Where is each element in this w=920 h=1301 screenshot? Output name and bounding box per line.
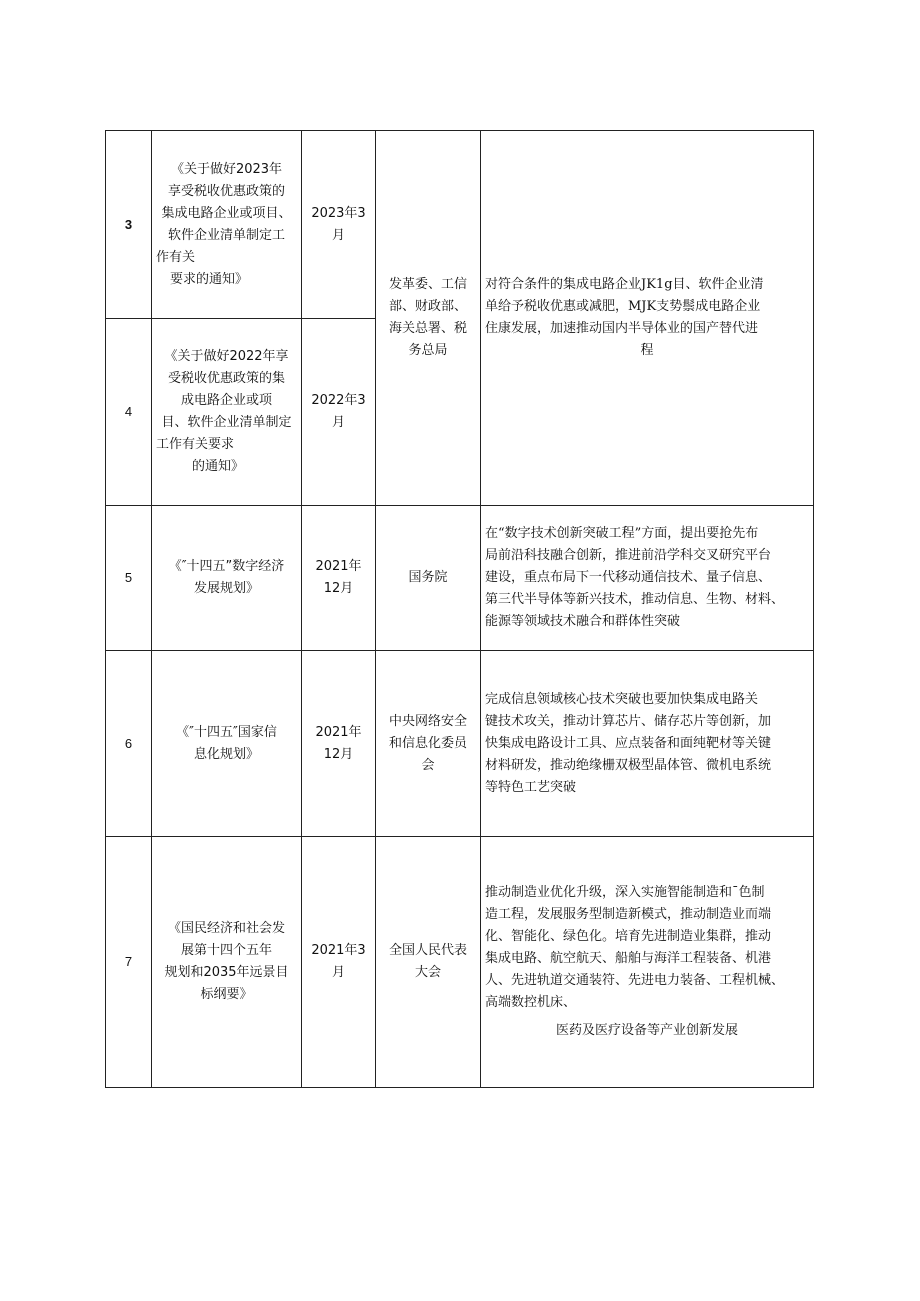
department-line: 海关总署、税 [388,321,467,336]
issue-date [302,319,376,506]
issue-date [302,506,376,651]
issue-date [302,837,376,1088]
row-number: 4 [106,319,152,506]
policy-content [481,651,814,837]
department-line: 国务院 [408,570,448,585]
policy-name-line: 要求的通知》 [170,271,249,287]
policy-name [152,131,302,319]
policy-name-line: 的通知》 [192,459,245,474]
issue-date-line: 2023年3 [311,205,366,221]
issue-date [302,131,376,319]
department-line: 大会 [414,965,441,980]
content-line: 材料研发，推动绝缘栅双极型晶体管、微机电系统 [485,757,772,773]
content-line: 在“数字技术创新突破工程”方面，提出要抢先布 [485,526,759,541]
policy-name-line: 发展规划》 [193,581,259,596]
policy-name-line: 《″十四五”数字经济 [168,559,285,574]
policy-name-line: 展第十四个五年 [180,943,272,958]
policy-name [152,506,302,651]
issue-date-line: 2021年 [315,559,362,574]
department-line: 全国人民代表 [388,943,467,958]
policy-name-line: 《国民经济和社会发 [167,921,285,936]
content-line: 化、智能化、绿色化。培育先进制造业集群，推动 [485,929,772,944]
content-line: 建设，重点布局下一代移动通信技术、量子信息、 [485,570,772,585]
department-line: 发革委、工信 [388,277,467,292]
content-line: 等特色工艺突破 [485,779,577,795]
policy-name-line: 工作有关要求 [156,437,235,452]
policy-content [481,837,814,1088]
issue-date-line: 月 [331,415,345,430]
table-row [106,506,814,651]
policy-name-line: 《关于做好2023年 [170,161,283,177]
content-line: 键技术攻关，推动计算芯片、储存芯片等创新，加 [485,713,772,729]
policy-name-line: 息化规划》 [193,746,259,762]
department-line: 中央网络安全 [388,713,467,729]
content-line: 能源等领域技术融合和群体性突破 [485,614,681,629]
content-line: 对符合条件的集成电路企业JK1g目、软件企业清 [485,277,764,292]
content-line: 快集成电路设计工具、应点装备和面纯靶材等关键 [485,735,772,751]
policy-name-line: 享受税收优惠政策的 [167,183,285,199]
issue-date-line: 2021年 [315,724,362,740]
content-line: 推动制造业优化升级，深入实施智能制造和ˉ色制 [485,885,765,900]
content-line: 住康发展，加速推动国内半导体业的国产替代进 [485,321,759,336]
policy-name [152,651,302,837]
content-line: 局前沿科技融合创新，推进前沿学科交叉研究平台 [485,548,772,563]
row-number: 6 [106,651,152,837]
content-line: 程 [640,343,654,358]
policy-name-line: 《关于做好2022年享 [164,349,289,364]
policy-name-line: 《″十四五″国家信 [176,724,277,740]
content-line: 医药及医疗设备等产业创新发展 [555,1023,738,1038]
row-number: 5 [106,506,152,651]
content-line: 单给予税收优惠或减肥，MJK支势鬃成电路企业 [485,299,761,314]
policy-content [481,131,814,506]
policy-name [152,837,302,1088]
row-number: 3 [106,131,152,319]
policy-name-line: 目、软件企业清单制定 [161,415,292,430]
issue-date [302,651,376,837]
issue-date-line: 月 [331,227,345,243]
policy-name-line: 规划和2035年远景目 [164,965,289,980]
policy-name [152,319,302,506]
issue-date-line: 2022年3 [311,393,366,408]
issue-date-line: 月 [331,965,345,980]
content-line: 完成信息领域核心技术突破也要加快集成电路关 [485,691,759,707]
issuing-department [376,131,481,506]
table-row [106,131,814,319]
policy-name-line: 作有关 [156,249,196,265]
department-line: 会 [421,757,435,773]
content-line: 人、先进轨道交通装符、先进电力装备、工程机械、 [485,973,785,988]
content-line: 高端数控机床、 [485,995,577,1010]
issuing-department [376,837,481,1088]
row-number: 7 [106,837,152,1088]
issue-date-line: 2021年3 [311,943,366,958]
content-line: 集成电路、航空航天、船舶与海洋工程装备、机港 [485,951,772,966]
issuing-department [376,651,481,837]
policy-name-line: 受税收优惠政策的集 [167,371,285,386]
department-line: 和信息化委员 [388,735,467,751]
policy-name-line: 标纲要》 [200,987,253,1002]
policy-table [105,130,814,1088]
table-row [106,837,814,1088]
policy-name-line: 软件企业清单制定工 [167,227,285,243]
policy-name-line: 集成电路企业或项目、 [161,205,292,221]
policy-content [481,506,814,651]
department-line: 务总局 [408,343,448,358]
department-line: 部、财政部、 [388,299,467,314]
content-line: 造工程，发展服务型制造新模式，推动制造业而端 [485,907,772,922]
issue-date-line: 12月 [323,581,354,596]
table-row [106,651,814,837]
policy-name-line: 成电路企业或项 [180,393,272,408]
content-line: 第三代半导体等新兴技术，推动信息、生物、材料、 [485,592,785,607]
issuing-department [376,506,481,651]
issue-date-line: 12月 [323,746,354,762]
